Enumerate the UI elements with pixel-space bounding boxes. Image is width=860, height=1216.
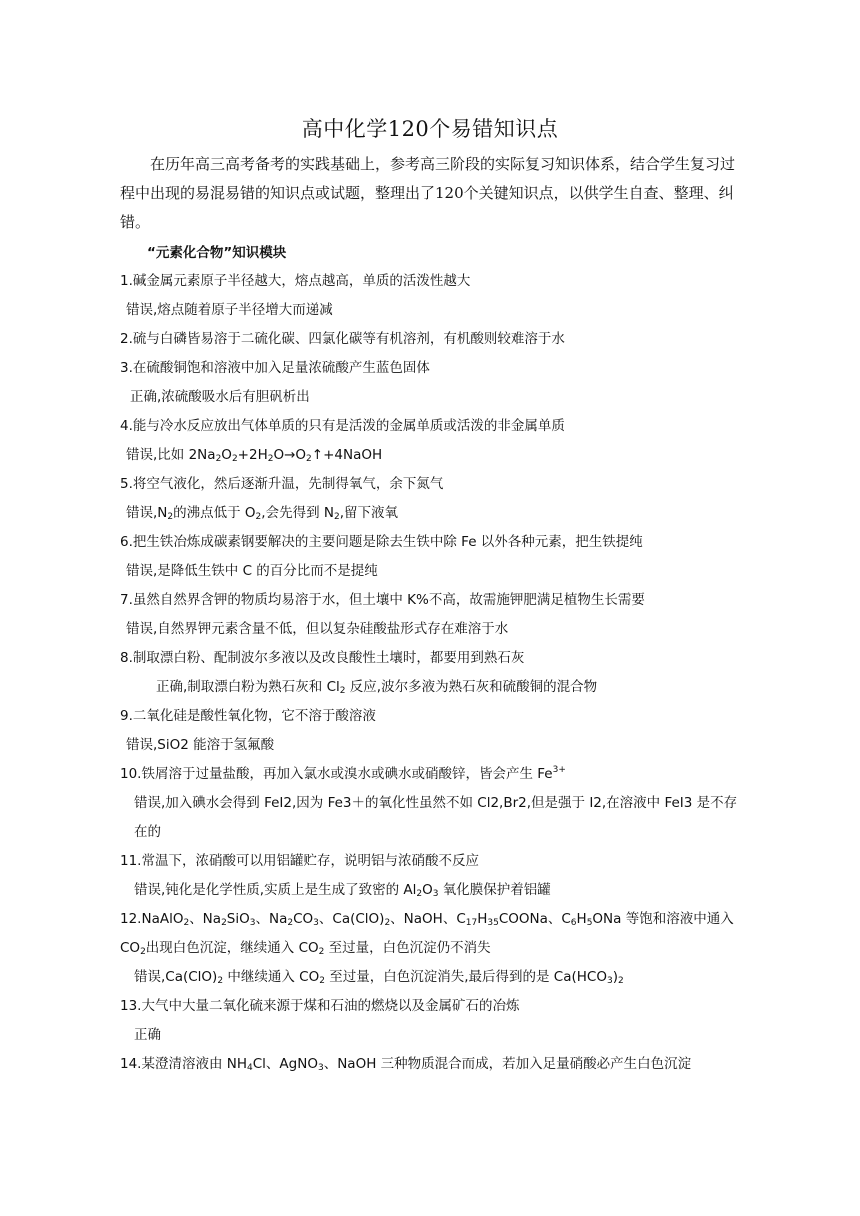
answer-11: 错误,钝化是化学性质,实质上是生成了致密的 $Al_2O_3$ 氧化膜保护着铝罐	[134, 882, 551, 899]
section-heading: “元素化合物”知识模块	[147, 245, 287, 261]
question-10: 10.铁屑溶于过量盐酸，再加入氯水或溴水或碘水或硝酸锌，皆会产生 $Fe^{3+}$	[120, 765, 566, 782]
answer-7: 错误,自然界钾元素含量不低，但以复杂硅酸盐形式存在难溶于水	[126, 621, 509, 637]
answer-8: 正确,制取漂白粉为熟石灰和 $Cl_2$ 反应,波尔多液为熟石灰和硫酸铜的混合物	[156, 679, 598, 696]
answer-12: 错误$,Ca(ClO)_2$ 中继续通入 $CO_2$ 至过量，白色沉淀消失,最后得到的是 $Ca(HCO_3)_2$	[134, 969, 624, 986]
question-7: 7.虽然自然界含钾的物质均易溶于水，但土壤中 K%不高，故需施钾肥满足植物生长需要	[120, 592, 645, 608]
document-title: 高中化学120个易错知识点	[301, 117, 559, 141]
answer-5: 错误$,N_2$的沸点低于 $O_2$,会先得到 $N_2$,留下液氧	[126, 505, 398, 522]
answer-9: 错误,SiO2 能溶于氢氟酸	[126, 737, 275, 753]
question-13: 13.大气中大量二氧化硫来源于煤和石油的燃烧以及金属矿石的冶炼	[120, 998, 520, 1014]
question-1: 1.碱金属元素原子半径越大，熔点越高，单质的活泼性越大	[120, 273, 471, 289]
answer-10: 错误,加入碘水会得到 FeI2,因为 Fe3＋的氧化性虽然不如 Cl2,Br2,但是强于 I2,在溶液中 FeI3 是不存在的	[134, 795, 738, 840]
answer-13: 正确	[134, 1027, 161, 1043]
answer-4: 错误,比如 $2Na_2O_2+2H_2O\to O_2↑+4NaOH$	[126, 447, 383, 464]
answer-6: 错误,是降低生铁中 C 的百分比而不是提纯	[126, 563, 378, 579]
question-12: 12.NaAlO$_2$、$Na_2SiO_3$、$Na_2CO_3$、$Ca(ClO)_2$、NaOH、$C_{17}H_{35}COONa$、$C_6H_5ONa$ 等饱和溶液中通入 $CO_2$出现白色沉淀，继续通入 $CO_2$ 至过量，白色沉淀仍不消失	[120, 911, 734, 957]
answer-1: 错误,熔点随着原子半径增大而递减	[126, 302, 333, 318]
question-8: 8.制取漂白粉、配制波尔多液以及改良酸性土壤时，都要用到熟石灰	[120, 650, 525, 666]
knowledge-list	[120, 267, 742, 1079]
question-11: 11.常温下，浓硝酸可以用铝罐贮存，说明铝与浓硝酸不反应	[120, 853, 479, 869]
answer-3: 正确,浓硫酸吸水后有胆矾析出	[130, 389, 310, 405]
question-2: 2.硫与白磷皆易溶于二硫化碳、四氯化碳等有机溶剂，有机酸则较难溶于水	[120, 331, 565, 347]
intro-text: 在历年高三高考备考的实践基础上，参考高三阶段的实际复习知识体系，结合学生复习过程中出现的易混易错的知识点或试题，整理出了120个关键知识点，以供学生自查、整理、纠错。	[120, 155, 736, 231]
question-3: 3.在硫酸铜饱和溶液中加入足量浓硫酸产生蓝色固体	[120, 360, 430, 376]
reaction-equation: $2Na_2O_2+2H_2O\to O_2↑+4NaOH$	[188, 447, 383, 464]
question-6: 6.把生铁冶炼成碳素钢要解决的主要问题是除去生铁中除 Fe 以外各种元素，把生铁提纯	[120, 534, 643, 550]
question-4: 4.能与冷水反应放出气体单质的只有是活泼的金属单质或活泼的非金属单质	[120, 418, 565, 434]
question-9: 9.二氧化硅是酸性氧化物，它不溶于酸溶液	[120, 708, 376, 724]
question-5: 5.将空气液化，然后逐渐升温，先制得氧气，余下氮气	[120, 476, 444, 492]
intro-paragraph	[120, 150, 740, 237]
question-14: 14.某澄清溶液由 $NH_4Cl$、AgNO$_3$、NaOH 三种物质混合而成，若加入足量硝酸必产生白色沉淀	[120, 1056, 692, 1073]
